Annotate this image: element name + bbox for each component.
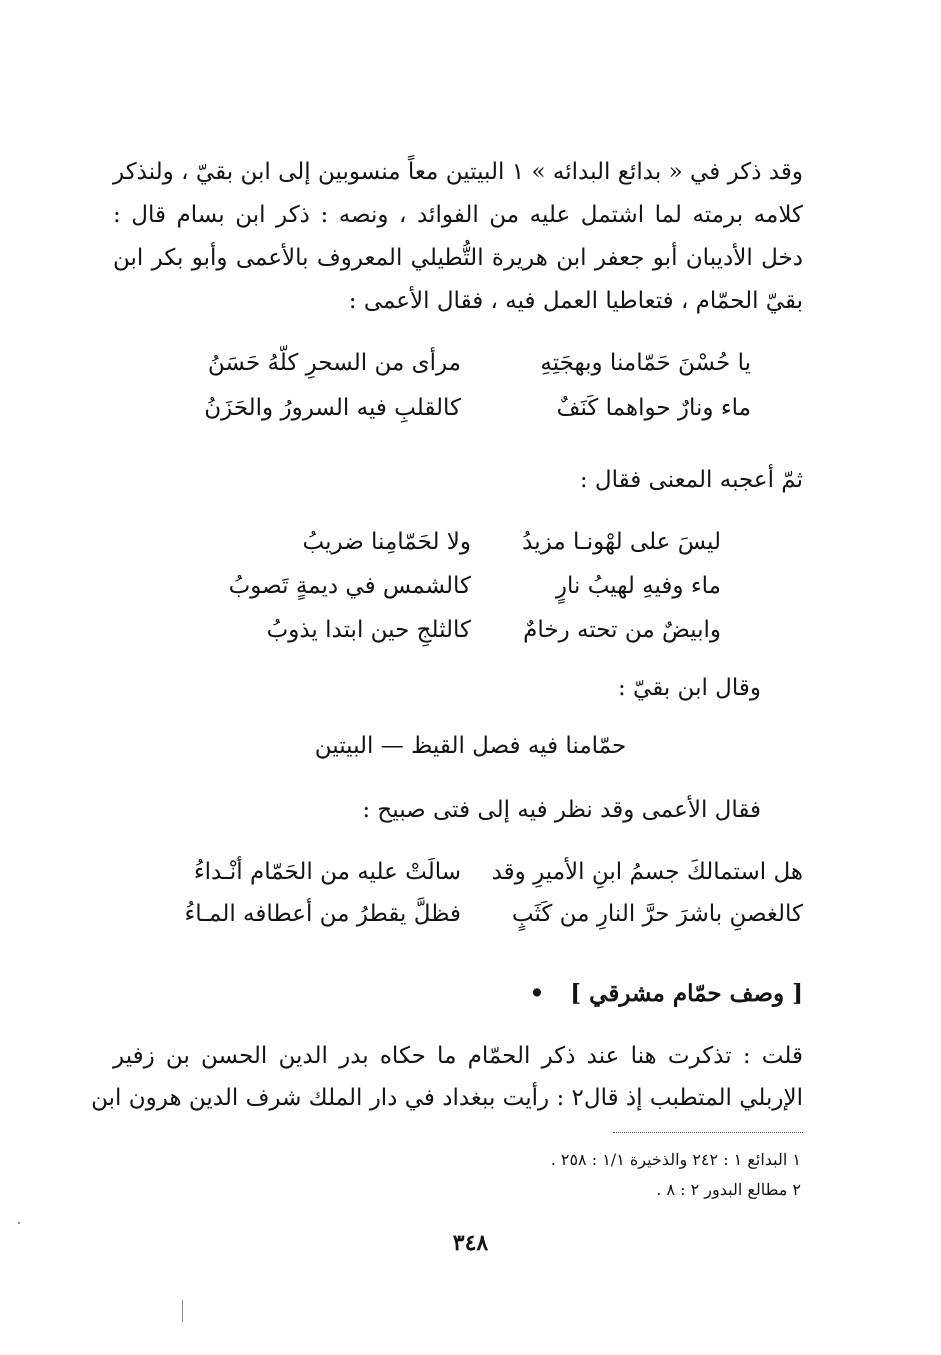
verse-first-hemistich: ليسَ على لهْونـا مزيدُ [522,529,721,555]
verse-second-hemistich: كالقلبِ فيه السرورُ والحَزَنُ [204,395,461,421]
paragraph-line: الإربلي المتطبب إذ قال٢ : رأيت ببغداد في دار الملك شرف الدين هرون ابن [91,1085,803,1111]
footnote-rule [613,1132,803,1133]
bullet-icon: • [529,980,545,1007]
verse-first-hemistich: ماء وفيهِ لهيبُ نارٍ [555,573,721,599]
paragraph-line: بقيّ الحمّام ، فتعاطيا العمل فيه ، فقال الأعمى : [348,288,803,314]
paragraph-line: قلت : تذكرت هنا عند ذكر الحمّام ما حكاه بدر الدين الحسن بن زفير [113,1043,803,1069]
section-heading-text: [ وصف حمّام مشرقي ] [570,980,803,1007]
scan-artifact [18,1222,20,1224]
verse-first-hemistich: يا حُسْنَ حَمّامنا وبهجَتِهِ [540,350,751,376]
prose-line: وقال ابن بقيّ : [617,675,761,701]
verse-second-hemistich: كالثلجِ حين ابتدا يذوبُ [266,617,471,643]
verse-second-hemistich: ولا لحَمّامِنا ضريبُ [302,529,471,555]
verse-second-hemistich: فظلَّ يقطرُ من أعطافه المـاءُ [184,901,461,927]
verse-first-hemistich: ماء ونارٌ حواهما كَنَفٌ [556,395,751,421]
paragraph-line: كلامه برمته لما اشتمل عليه من الفوائد ، ونصه : ذكر ابن بسام قال : [113,202,803,228]
verse-first-hemistich: وابيضٌ من تحته رخامٌ [523,617,721,643]
paragraph-line: وقد ذكر في « بدائع البدائه » ١ البيتين معاً منسوبين إلى ابن بقيّ ، ولنذكر [113,159,803,185]
scan-artifact [182,1300,183,1322]
verse-first-hemistich: هل استمالكَ جسمُ ابنِ الأميرِ وقد [491,859,803,885]
section-heading [530,974,803,1014]
verse-first-hemistich: كالغصنِ باشرَ حرَّ النارِ من كَثَبٍ [511,901,803,927]
page-number: ٣٤٨ [452,1230,489,1256]
footnote: ٢ مطالع البدور ٢ : ٨ . [656,1180,801,1199]
verse-reference: حمّامنا فيه فصل القيظ — البيتين [314,733,627,759]
verse-second-hemistich: سالَتْ عليه من الحَمّام أنْـداءُ [193,859,461,885]
paragraph-line: دخل الأديبان أبو جعفر ابن هريرة التُّطيلي المعروف بالأعمى وأبو بكر ابن [113,245,803,271]
footnote: ١ البدائع ١ : ٢٤٢ والذخيرة ١/١ : ٢٥٨ . [550,1150,801,1169]
verse-second-hemistich: كالشمس في ديمةٍ تَصوبُ [228,573,471,599]
verse-second-hemistich: مرأى من السحرِ كلّهُ حَسَنُ [207,350,461,376]
prose-line: ثمّ أعجبه المعنى فقال : [579,467,803,493]
prose-line: فقال الأعمى وقد نظر فيه إلى فتى صبيح : [362,797,761,823]
